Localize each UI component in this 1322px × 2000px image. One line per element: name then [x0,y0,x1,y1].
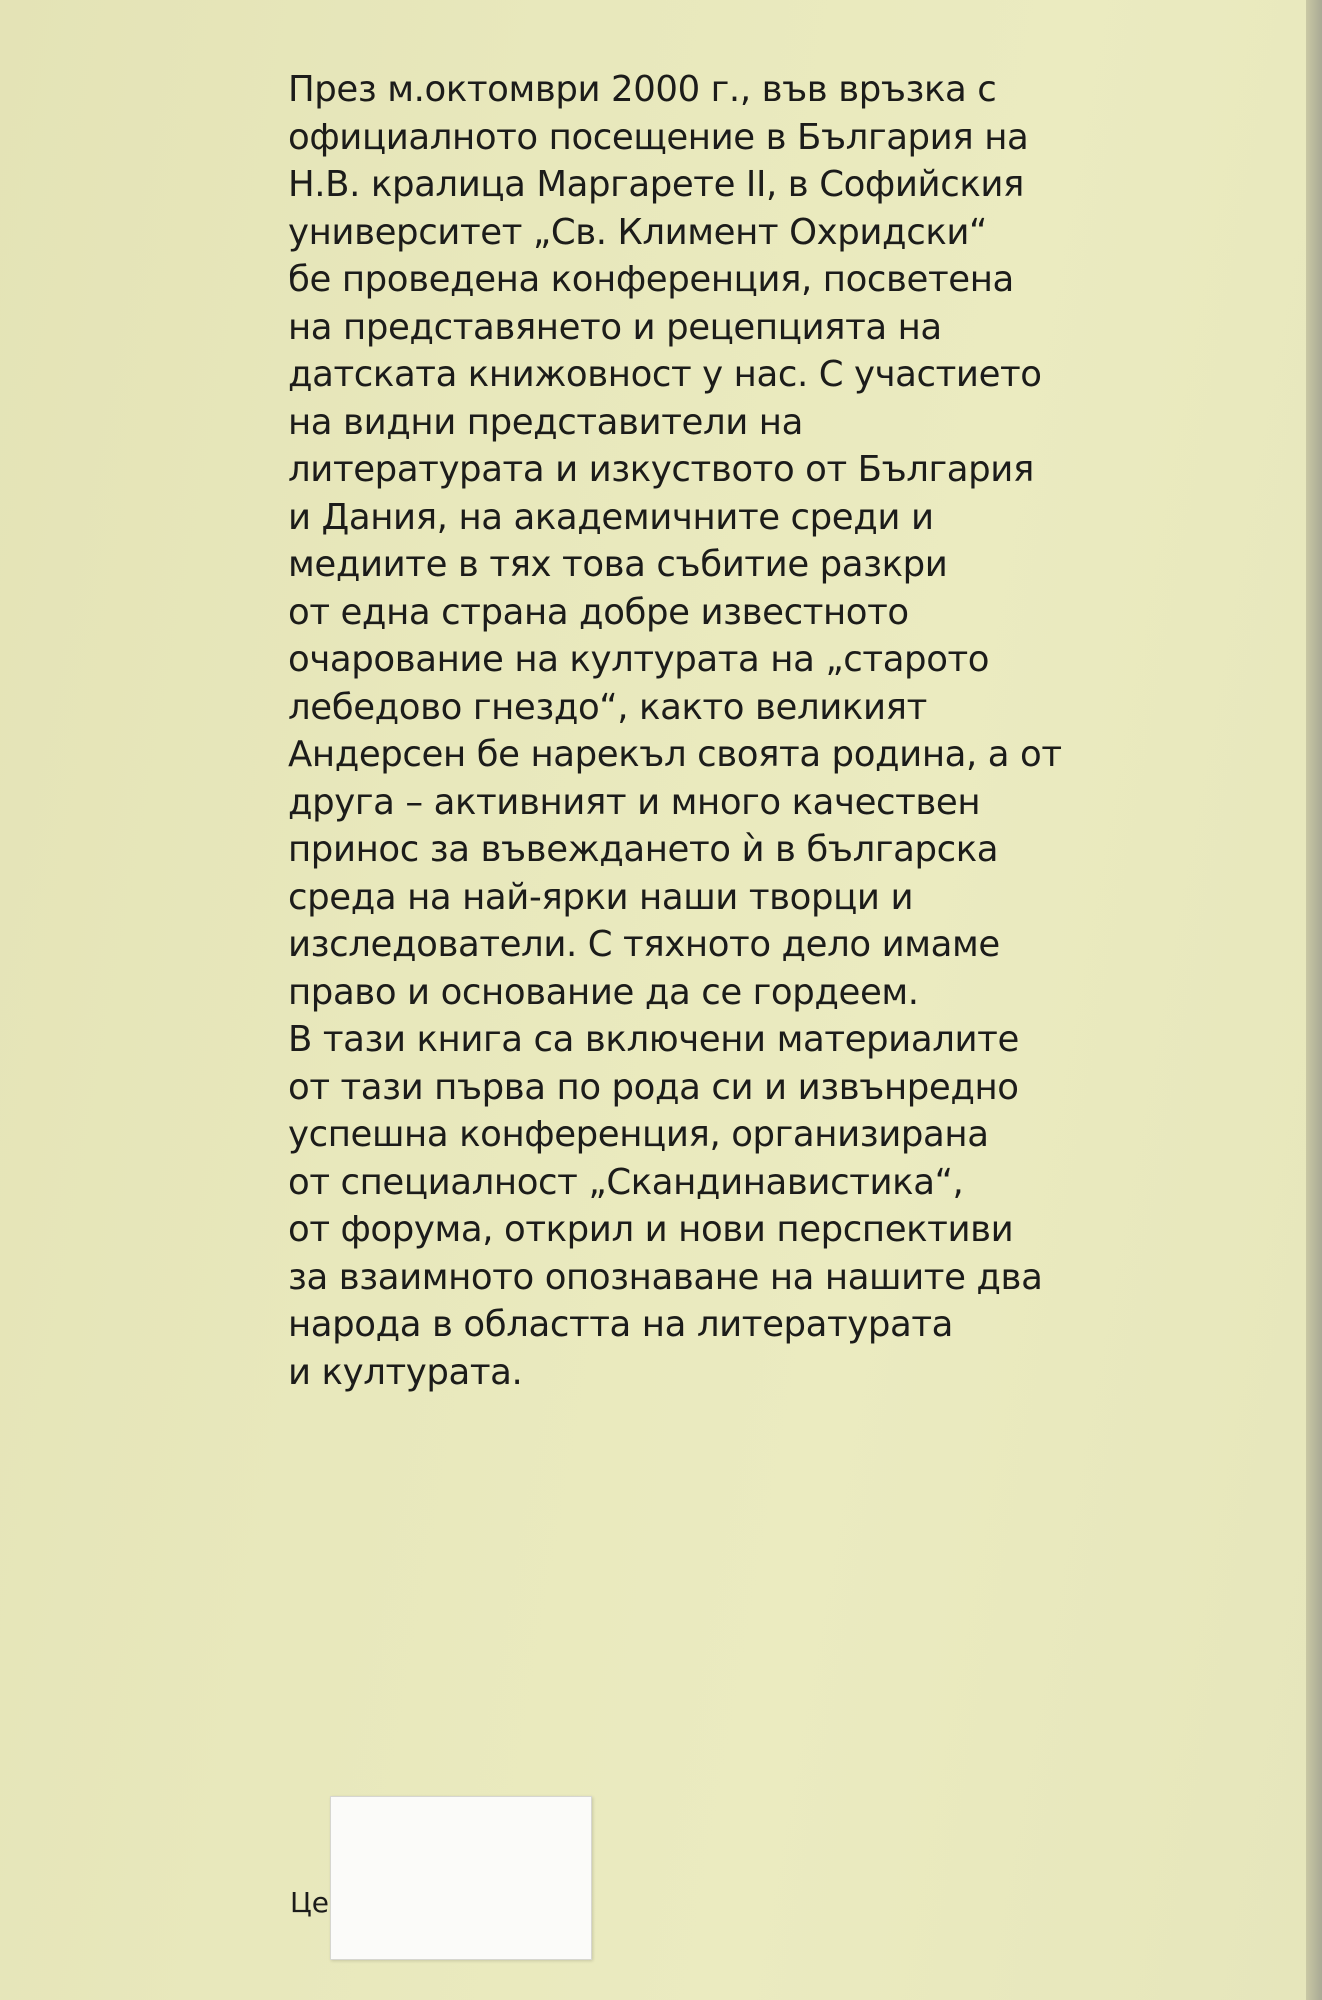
blurb-line: от една страна добре известното [288,591,909,633]
blurb-line: лебедово гнездо“, както великият [288,686,927,728]
blurb-line: от тази първа по рода си и извънредно [288,1066,1019,1108]
blurb-line: изследователи. С тяхното дело имаме [288,924,1000,965]
blurb-line: успешна конференция, организирана [288,1114,989,1155]
blurb-line: среда на най-ярки наши творци и [288,876,914,918]
blurb-line: за взаимното опознаване на нашите два [288,1256,1043,1298]
blurb-line: университет „Св. Климент Охридски“ [288,211,988,253]
price-sticker [330,1796,592,1960]
blurb-line: и културата. [288,1351,523,1393]
blurb-line: Андерсен бе нарекъл своята родина, а от [288,734,1062,775]
blurb-text [288,66,1158,1396]
blurb-line: на видни представители на [288,401,803,443]
blurb-line: медиите в тях това събитие разкри [288,544,948,585]
blurb-line: от форума, открил и нови перспективи [288,1209,1014,1250]
blurb-line: очарование на културата на „старото [288,639,990,680]
blurb-line: от специалност „Скандинавистика“, [288,1161,964,1203]
blurb-line: народа в областта на литературата [288,1304,954,1345]
blurb-line: на представянето и рецепцията на [288,306,942,348]
blurb-line: Н.В. кралица Маргарете II, в Софийския [288,164,1025,205]
blurb-line: датската книжовност у нас. С участието [288,354,1042,395]
cover-edge [1306,0,1322,2000]
blurb-line: бе проведена конференция, посветена [288,259,1014,300]
blurb-line: право и основание да се гордеем. [288,971,919,1013]
blurb-line: друга – активният и много качествен [288,781,981,823]
blurb-line: В тази книга са включени материалите [288,1019,1019,1060]
price-label: Це [290,1886,329,1919]
blurb-line: принос за въвеждането ѝ в българска [288,829,999,870]
blurb-line: и Дания, на академичните среди и [288,496,934,538]
blurb-line: официалното посещение в България на [288,116,1029,158]
blurb-line: През м.октомври 2000 г., във връзка с [288,69,997,110]
blurb-line: литературата и изкуството от България [288,449,1034,490]
